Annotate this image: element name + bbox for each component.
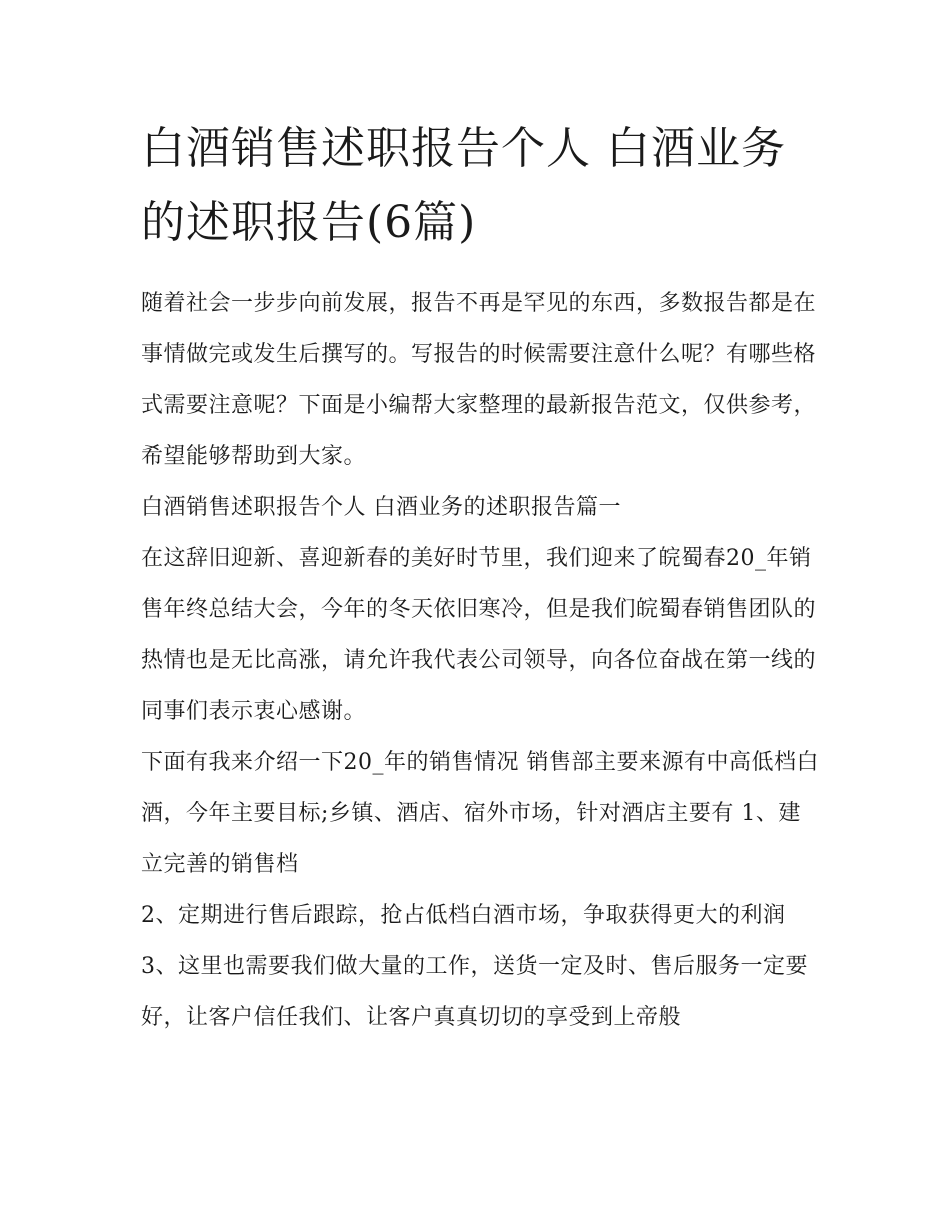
section-heading: 白酒销售述职报告个人 白酒业务的述职报告篇一 xyxy=(141,495,621,520)
document-title: 白酒销售述职报告个人 白酒业务的述职报告(6篇) xyxy=(141,123,786,248)
list-item-paragraph: 2、定期进行售后跟踪，抢占低档白酒市场，争取获得更大的利润 xyxy=(141,903,786,928)
document-body xyxy=(141,112,821,1043)
intro-paragraph: 随着社会一步步向前发展，报告不再是罕见的东西，多数报告都是在事情做完或发生后撰写的。写报告的时候需要注意什么呢？有哪些格式需要注意呢？下面是小编帮大家整理的最新报告范文，仅供参考，希望能够帮助到大家。 xyxy=(141,291,817,469)
list-item-paragraph: 3、这里也需要我们做大量的工作，送货一定及时、售后服务一定要好，让客户信任我们、让客户真真切切的享受到上帝般 xyxy=(141,954,808,1030)
body-paragraph: 下面有我来介绍一下20_年的销售情况 销售部主要来源有中高低档白酒，今年主要目标;乡镇、酒店、宿外市场，针对酒店主要有 1、建立完善的销售档 xyxy=(141,750,819,877)
body-paragraph: 在这辞旧迎新、喜迎新春的美好时节里，我们迎来了皖蜀春20_年销售年终总结大会，今年的冬天依旧寒冷，但是我们皖蜀春销售团队的热情也是无比高涨，请允许我代表公司领导，向各位奋战在第一线的同事们表示衷心感谢。 xyxy=(141,546,817,724)
